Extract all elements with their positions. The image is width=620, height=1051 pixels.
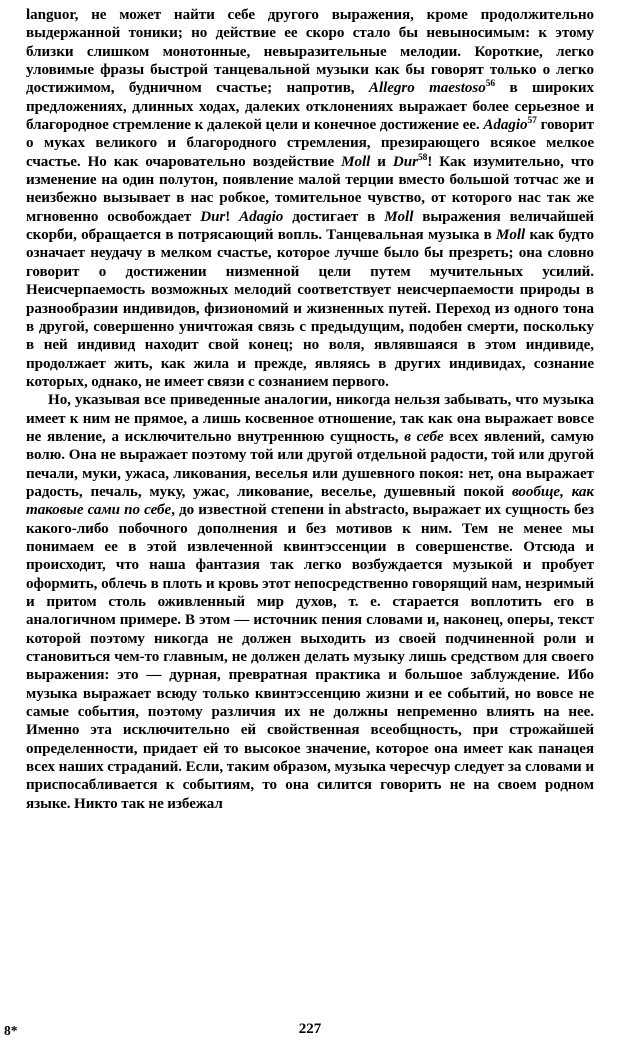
paragraph: Но, указывая все приведенные аналогии, никогда нельзя забывать, что музыка имеет к ним не прямое, а лишь косвенное отношение, так как она выражает вовсе не явление, а исключительно внутреннюю сущность, в себе всех явлений, самую волю. Она не выражает поэтому той или другой отдельной радости, той или другой печали, муки, ужаса, ликования, веселья или душевного покоя: нет, она выражает радость, печаль, муку, ужас, ликование, веселье, душевный покой вообще, как таковые сами по себе, до известной степени in abstracto, выражает их сущность без какого-либо побочного дополнения и без мотивов к ним. Тем не менее мы понимаем ее в этой извлеченной квинтэссенции в совершенстве. Отсюда и происходит, что наша фантазия так легко возбуждается музыкой и пробует оформить, облечь в плоть и кровь этот непосредственно говорящий нам, незримый и притом столь оживленный мир духов, т. е. старается воплотить его в аналогичном примере. В этом — источник пения словами и, наконец, оперы, текст которой поэтому никогда не должен выходить из своей подчиненной роли и становиться чем-то главным, не должен делать музыку лишь средством для своего выражения: это — дурная, превратная практика и большое заблуждение. Ибо музыка выражает всюду только квинтэссенцию жизни и ее событий, но вовсе не самые события, поэтому различия их не должны непременно влиять на нее. Именно эта исключительно ей свойственная всеобщность, при строжайшей определенности, придает ей то высокое значение, которое она имеет как панацея всех наших страданий. Если, таким образом, музыка чересчур следует за словами и приспосабливается к событиям, то она силится говорить не на своем родном языке. Никто так не избежал [26,392,595,812]
emphasis-text: Moll [384,208,414,225]
paragraph: languor, не может найти себе другого выражения, кроме продолжительно выдержанной тоники; но действие ее скоро стало бы невыносимым: к этому близки слишком монотонные, невыразительные мелодии. Короткие, легко уловимые фразы быстрой танцевальной музыки как бы говорят только о легко достижимом, будничном счастье; напротив, Allegro maestoso$^{56}$ в широких предложениях, длинных ходах, далеких отклонениях выражает более серьезное и благородное стремление к далекой цели и конечное достижение ее. Adagio$^{57}$ говорит о муках великого и благородного стремления, презирающего всякое мелкое счастье. Но как очаровательно воздействие Moll и Dur$^{58}$! Как изумительно, что изменение на один полутон, появление малой терции вместо большой тотчас же и неизбежно вызывает в нас робкое, томительное чувство, от которого нас так же мгновенно освобождает Dur! Adagio достигает в Moll выражения величайшей скорби, обращается в потрясающий вопль. Танцевальная музыка в Moll как будто означает неудачу в мелком счастье, которое лучше было бы презреть; она словно говорит о достижении низменной цели путем мучительных усилий. Неисчерпаемость возможных мелодий соответствует неисчерпаемости природы в разнообразии индивидов, физиономий и жизненных путей. Переход из одного тона в другой, совершенно уничтожая связь с предыдущим, подобен смерти, поскольку в ней индивид находит свой конец; но воля, являвшаяся в этом индивиде, продолжает жить, как жила и прежде, являясь в других индивидах, сознание которых, однако, не имеет связи с сознанием первого. [26,7,595,390]
emphasis-text: Dur [392,153,418,170]
emphasis-text: в себе [404,428,444,445]
page-footer [0,1021,620,1043]
page-number: 227 [298,1021,322,1037]
footnote-marker: 58 [417,152,428,163]
emphasis-text: Allegro maestoso [368,80,486,97]
emphasis-text: Adagio [239,208,284,225]
footnote-marker: 56 [485,79,496,90]
emphasis-text: Moll [496,227,526,244]
emphasis-text: вообще, как таковые сами по себе [26,483,594,519]
emphasis-text: Dur [200,208,226,225]
footnote-marker: 57 [527,116,537,127]
emphasis-text: Moll [341,153,371,170]
emphasis-text: Adagio [483,117,528,134]
page-body [26,6,594,813]
sheet-signature: 8* [4,1023,18,1038]
